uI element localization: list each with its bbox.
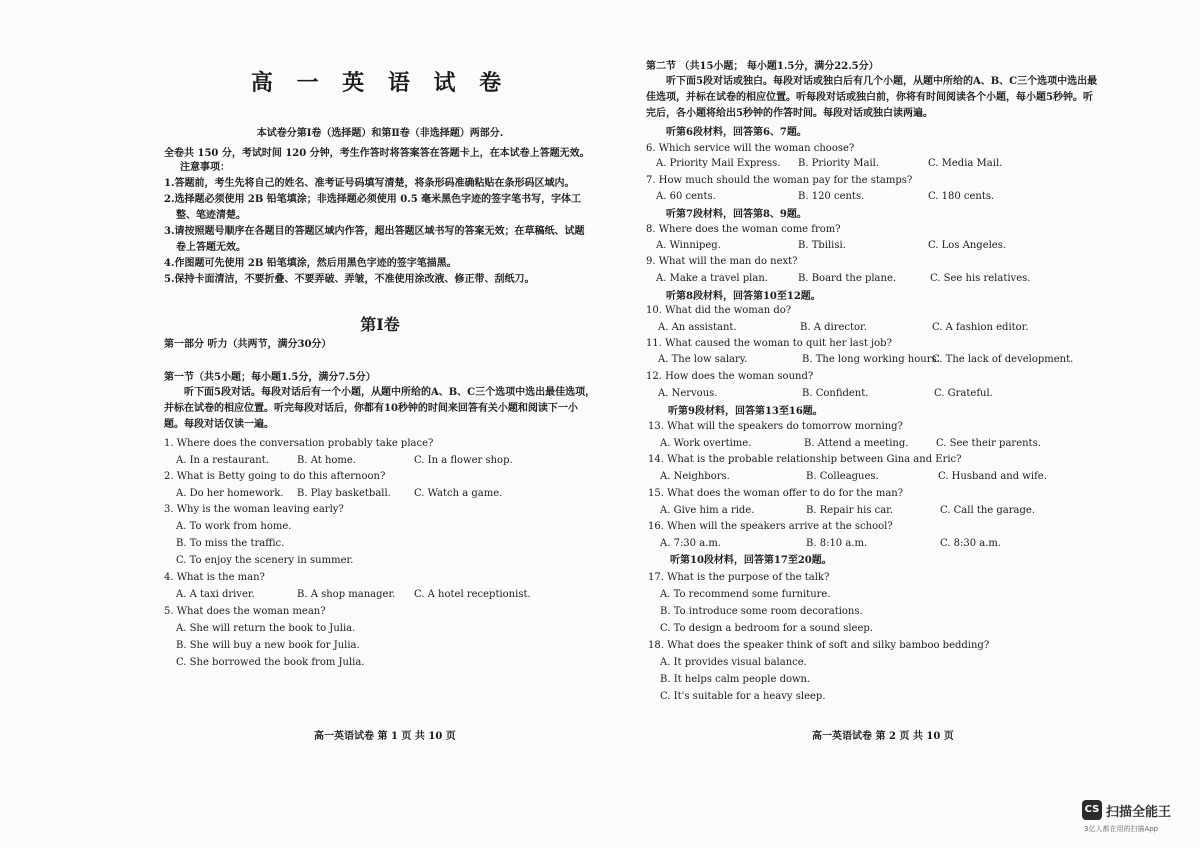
option-c: C. To enjoy the scenery in summer. — [176, 555, 354, 566]
intro-line-2: 全卷共 150 分，考试时间 120 分钟，考生作答时将答案答在答题卡上，在本试卷上答题无效。 — [164, 148, 590, 159]
rule-item: 2.选择题必须使用 2B 铅笔填涂；非选择题必须使用 0.5 毫米黑色字迹的签字笔书写，字体工整、笔迹清楚。 — [164, 194, 582, 221]
material-note: 听第7段材料，回答第8、9题。 — [666, 209, 807, 220]
material-note: 听第9段材料，回答第13至16题。 — [668, 406, 823, 417]
question: 17. What is the purpose of the talk? — [648, 572, 830, 583]
material-note: 听第8段材料，回答第10至12题。 — [666, 291, 821, 302]
rule-item: 5.保持卡面清洁，不要折叠、不要弄破、弄皱，不准使用涂改液、修正带、刮纸刀。 — [164, 274, 535, 285]
exam-page-1 — [160, 0, 600, 848]
option-a: A. 7:30 a.m. — [660, 538, 722, 549]
option-c: C. Grateful. — [934, 388, 993, 399]
option-c: C. 180 cents. — [928, 191, 995, 202]
option-c: C. Watch a game. — [414, 488, 503, 499]
rule-item: 3.请按照题号顺序在各题目的答题区域内作答，超出答题区域书写的答案无效；在草稿纸、试题卷上答题无效。 — [164, 226, 585, 253]
question: 14. What is the probable relationship between Gina and Eric? — [648, 454, 962, 465]
page-footer: 高一英语试卷 第 2 页 共 10 页 — [812, 731, 954, 742]
rule-item: 1.答题前，考生先将自己的姓名、准考证号码填写清楚，将条形码准确粘贴在条形码区域内。 — [164, 178, 575, 189]
question: 1. Where does the conversation probably take place? — [164, 438, 434, 449]
option-c: C. Media Mail. — [928, 158, 1003, 169]
option-a: A. Priority Mail Express. — [656, 158, 781, 169]
option-c: C. Husband and wife. — [938, 471, 1047, 482]
option-c: C. A fashion editor. — [932, 322, 1029, 333]
option-c: C. A hotel receptionist. — [414, 589, 531, 600]
rule-item: 4.作图题可先使用 2B 铅笔填涂，然后用黑色字迹的签字笔描黑。 — [164, 258, 457, 269]
question: 7. How much should the woman pay for the stamps? — [646, 175, 913, 186]
watermark-name: 扫描全能王 — [1106, 805, 1172, 820]
page-footer: 高一英语试卷 第 1 页 共 10 页 — [314, 731, 456, 742]
watermark-tagline: 3亿人都在用的扫描App — [1084, 825, 1159, 833]
option-a: A. She will return the book to Julia. — [176, 623, 356, 634]
question: 13. What will the speakers do tomorrow morning? — [648, 421, 903, 432]
option-c: C. See his relatives. — [930, 273, 1031, 284]
question: 16. When will the speakers arrive at the school? — [648, 521, 893, 532]
question: 8. Where does the woman come from? — [646, 224, 841, 235]
notice-heading: 注意事项： — [180, 162, 230, 173]
option-a: A. Nervous. — [658, 388, 718, 399]
option-b: B. The long working hours. — [802, 354, 940, 365]
option-b: B. A director. — [800, 322, 867, 333]
option-b: B. Repair his car. — [806, 505, 894, 516]
question: 9. What will the man do next? — [646, 256, 798, 267]
option-a: A. Work overtime. — [660, 438, 752, 449]
material-note: 听第10段材料，回答第17至20题。 — [670, 555, 832, 566]
option-a: A. 60 cents. — [656, 191, 716, 202]
option-b: B. At home. — [297, 455, 356, 466]
question: 4. What is the man? — [164, 572, 265, 583]
exam-page-2 — [640, 0, 1110, 848]
option-b: B. Colleagues. — [806, 471, 879, 482]
volume-heading: 第Ⅰ卷 — [360, 315, 400, 334]
option-c: C. See their parents. — [936, 438, 1041, 449]
option-c: C. To design a bedroom for a sound sleep. — [660, 623, 873, 634]
option-b: B. Priority Mail. — [798, 158, 880, 169]
section-heading: 第二节 （共15小题； 每小题1.5分，满分22.5分） — [646, 61, 879, 72]
question: 3. Why is the woman leaving early? — [164, 504, 344, 515]
question: 6. Which service will the woman choose? — [646, 143, 855, 154]
option-a: A. Give him a ride. — [660, 505, 755, 516]
question: 11. What caused the woman to quit her last job? — [646, 338, 892, 349]
option-a: A. Do her homework. — [176, 488, 284, 499]
option-a: A. Winnipeg. — [656, 240, 721, 251]
question: 18. What does the speaker think of soft and silky bamboo bedding? — [648, 640, 990, 651]
option-a: A. To recommend some furniture. — [660, 589, 831, 600]
option-b: B. 120 cents. — [798, 191, 865, 202]
option-c: C. Call the garage. — [940, 505, 1035, 516]
option-b: B. Confident. — [802, 388, 869, 399]
option-a: A. Make a travel plan. — [656, 273, 768, 284]
option-b: B. Tbilisi. — [798, 240, 846, 251]
rules-list — [164, 176, 594, 288]
question: 10. What did the woman do? — [646, 305, 792, 316]
section-instructions: 听下面5段对话或独白。每段对话或独白后有几个小题，从题中所给的A、B、C三个选项中选出最佳选项，并标在试卷的相应位置。听每段对话或独白前，你将有时间阅读各个小题，每小题5秒钟。听完后，各小题将给出5秒钟的作答时间。每段对话或独白读两遍。 — [646, 76, 1098, 119]
intro-line: 本试卷分第Ⅰ卷（选择题）和第Ⅱ卷（非选择题）两部分. — [256, 128, 504, 139]
option-b: B. To miss the traffic. — [176, 538, 285, 549]
section-instructions: 听下面5段对话。每段对话后有一个小题，从题中所给的A、B、C三个选项中选出最佳选项，并标在试卷的相应位置。听完每段对话后，你都有10秒钟的时间来回答有关小题和阅读下一小题。每段对话仅读一遍。 — [164, 387, 596, 430]
scanner-watermark — [1082, 800, 1192, 840]
option-c: C. 8:30 a.m. — [940, 538, 1002, 549]
option-a: A. A taxi driver. — [176, 589, 255, 600]
camscanner-logo-icon: CS — [1082, 800, 1102, 820]
option-a: A. Neighbors. — [660, 471, 730, 482]
question: 15. What does the woman offer to do for the man? — [648, 488, 904, 499]
option-b: B. A shop manager. — [297, 589, 396, 600]
option-b: B. Board the plane. — [798, 273, 897, 284]
option-b: B. She will buy a new book for Julia. — [176, 640, 360, 651]
option-a: A. In a restaurant. — [176, 455, 269, 466]
question: 12. How does the woman sound? — [646, 371, 814, 382]
option-c: C. The lack of development. — [932, 354, 1074, 365]
option-c: C. Los Angeles. — [928, 240, 1007, 251]
option-a: A. It provides visual balance. — [660, 657, 807, 668]
option-b: B. Attend a meeting. — [804, 438, 909, 449]
option-c: C. In a flower shop. — [414, 455, 513, 466]
question: 2. What is Betty going to do this afternoon? — [164, 471, 386, 482]
option-a: A. To work from home. — [176, 521, 292, 532]
section-heading: 第一节（共5小题；每小题1.5分，满分7.5分） — [164, 372, 376, 383]
part-heading: 第一部分 听力（共两节，满分30分） — [164, 339, 332, 350]
question: 5. What does the woman mean? — [164, 606, 326, 617]
option-a: A. An assistant. — [658, 322, 737, 333]
option-a: A. The low salary. — [658, 354, 748, 365]
exam-title: 高 一 英 语 试 卷 — [250, 70, 510, 96]
option-b: B. It helps calm people down. — [660, 674, 811, 685]
option-b: B. 8:10 a.m. — [806, 538, 868, 549]
option-b: B. To introduce some room decorations. — [660, 606, 863, 617]
option-c: C. She borrowed the book from Julia. — [176, 657, 365, 668]
material-note: 听第6段材料，回答第6、7题。 — [666, 127, 807, 138]
option-c: C. It's suitable for a heavy sleep. — [660, 691, 826, 702]
option-b: B. Play basketball. — [297, 488, 391, 499]
